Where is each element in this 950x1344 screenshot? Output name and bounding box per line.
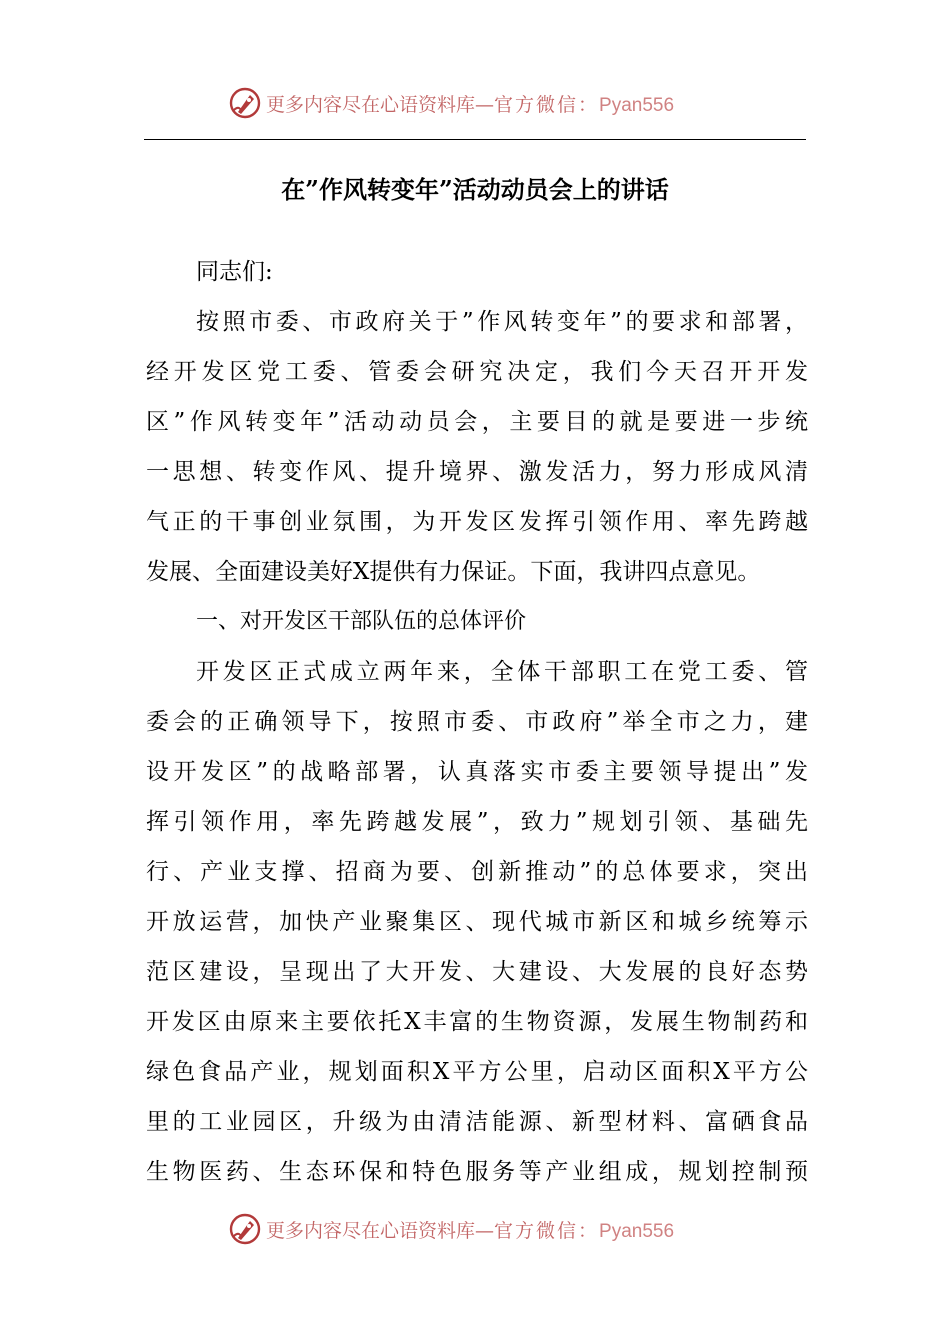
- paragraph-line: 开发区正式成立两年来，全体干部职工在党工委、管: [196, 659, 808, 685]
- paragraph-line: 生物医药、生态环保和特色服务等产业组成，规划控制预: [146, 1159, 808, 1185]
- paragraph-line: 一思想、转变作风、提升境界、激发活力，努力形成风清: [146, 459, 808, 485]
- banner-slogan: 更多内容尽在心语资料库: [266, 93, 476, 116]
- paragraph-line: 区”作风转变年”活动动员会，主要目的就是要进一步统: [146, 409, 808, 435]
- paragraph-line: 委会的正确领导下，按照市委、市政府”举全市之力，建: [146, 709, 808, 735]
- section-heading: 一、对开发区干部队伍的总体评价: [196, 609, 527, 634]
- paragraph-line: 发展、全面建设美好X提供有力保证。下面，我讲四点意见。: [146, 559, 761, 585]
- paragraph-line: 开发区由原来主要依托X丰富的生物资源，发展生物制药和: [146, 1009, 808, 1035]
- paragraph-line: 挥引领作用，率先跨越发展”，致力”规划引领、基础先: [146, 809, 808, 835]
- paragraph-line: 设开发区”的战略部署，认真落实市委主要领导提出”发: [146, 759, 808, 785]
- banner-separator: —: [475, 93, 495, 116]
- banner-wechat-label: 官方微信：: [494, 1219, 600, 1242]
- document-title: 在”作风转变年”活动动员会上的讲话: [281, 175, 669, 204]
- paragraph-line: 气正的干事创业氛围，为开发区发挥引领作用、率先跨越: [146, 509, 808, 535]
- paragraph-line: 按照市委、市政府关于”作风转变年”的要求和部署，: [196, 309, 808, 335]
- banner-wechat-id: Pyan556: [599, 1220, 675, 1242]
- paragraph-line: 经开发区党工委、管委会研究决定，我们今天召开开发: [146, 359, 808, 385]
- banner-wechat-label: 官方微信：: [494, 93, 600, 116]
- salutation: 同志们:: [196, 259, 273, 285]
- footer-banner: [228, 1212, 748, 1246]
- paragraph-line: 绿色食品产业，规划面积X平方公里，启动区面积X平方公: [146, 1059, 808, 1085]
- pen-nib-logo-icon: [228, 86, 262, 120]
- pen-nib-logo-icon: [228, 1212, 262, 1246]
- paragraph-line: 范区建设，呈现出了大开发、大建设、大发展的良好态势: [146, 959, 808, 985]
- header-divider: [144, 139, 806, 140]
- paragraph-line: 行、产业支撑、招商为要、创新推动”的总体要求，突出: [146, 859, 808, 885]
- paragraph-line: 里的工业园区，升级为由清洁能源、新型材料、富硒食品: [146, 1109, 808, 1135]
- header-banner: [228, 86, 748, 120]
- banner-text: [266, 1216, 674, 1243]
- banner-separator: —: [475, 1219, 495, 1242]
- banner-wechat-id: Pyan556: [599, 94, 675, 116]
- banner-slogan: 更多内容尽在心语资料库: [266, 1219, 476, 1242]
- paragraph-line: 开放运营，加快产业聚集区、现代城市新区和城乡统筹示: [146, 909, 808, 935]
- banner-text: [266, 90, 674, 117]
